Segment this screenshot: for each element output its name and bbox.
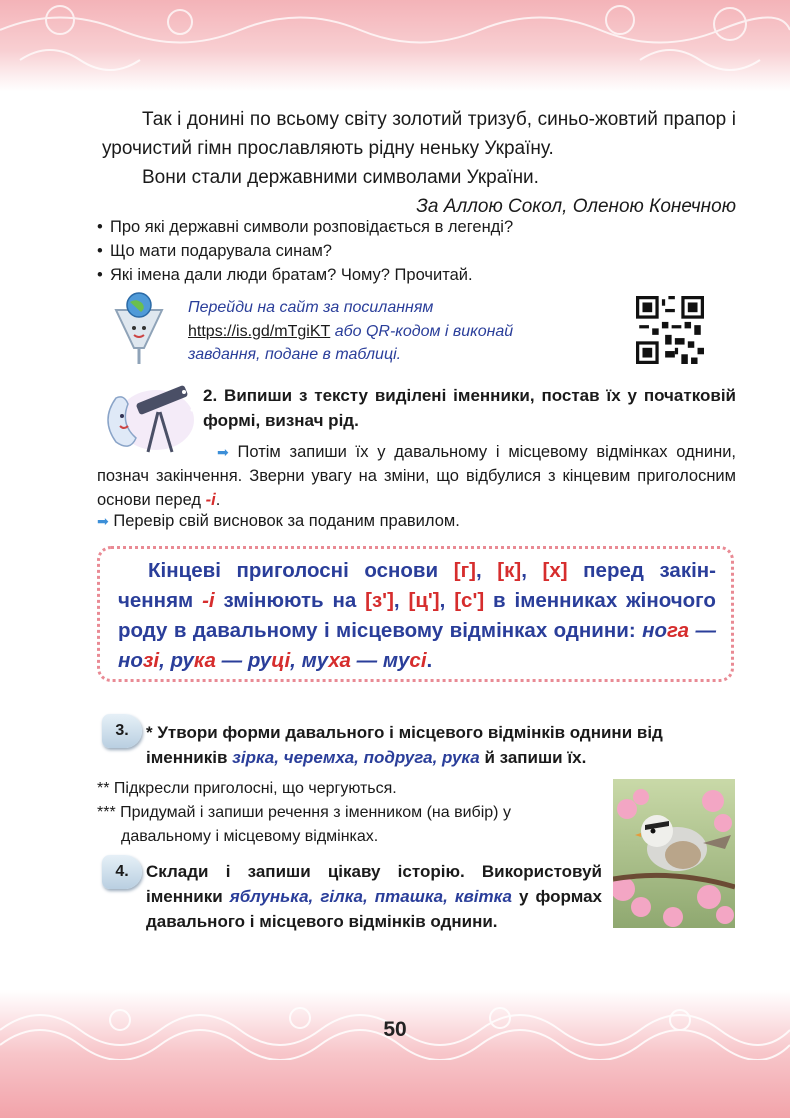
arrow-right-icon: ➡ — [97, 513, 109, 529]
task-link[interactable]: https://is.gd/mTgiKT — [188, 322, 331, 340]
qr-code-icon[interactable] — [636, 296, 704, 364]
exercise-3-task-3b: давальному і місцевому відмінках. — [121, 828, 379, 845]
question-item: • Які імена дали люди братам? Чому? Прочитай. — [97, 266, 473, 284]
question-item: • Що мати подарувала синам? — [97, 242, 332, 260]
bird-on-blossom-image — [613, 779, 735, 928]
exercise-3-number: 3. — [102, 714, 142, 748]
question-item: • Про які державні символи розповідається в легенді? — [97, 218, 514, 236]
story-paragraph-2: Вони стали державними символами України. — [142, 167, 539, 188]
arrow-right-icon: ➡ — [217, 444, 229, 460]
web-task-text: Перейди на сайт за посиланням https://is.gd/mTgiKT або QR-кодом і виконай завдання, подане в таблиці. — [188, 299, 514, 363]
exercise-3-task-3a: *** Придумай і запиши речення з іменником (на вибір) у — [97, 804, 511, 821]
exercise-4-number: 4. — [102, 855, 142, 889]
top-decorative-band — [0, 0, 790, 92]
exercise-3-text: * Утвори форми давального і місцевого відмінків однини від іменників зірка, черемха, подруга, рука й запиши їх. — [146, 723, 663, 767]
globe-funnel-icon — [108, 290, 170, 368]
rule-text: Кінцеві приголосні основи [г], [к], [х] перед закін-ченням -і змінюють на [з'], [ц'], [с'] в іменниках жіночого роду в давальному і місцевому відмінках однини: нога — нозі, рука — руці, муха — мусі. — [118, 559, 716, 672]
exercise-2-check: ➡ Перевір свій висновок за поданим правилом. — [97, 512, 460, 530]
exercise-2-instructions: ➡ Потім запиши їх у давальному і місцевому відмінках однини, познач закінчення. Зверни увагу на зміни, що відбулися з кінцевим приголосним основи перед -і. — [97, 443, 736, 509]
exercise-2-title: 2. Випиши з тексту виділені іменники, постав їх у початковій формі, визнач рід. — [203, 386, 736, 430]
lace-ornament-top — [0, 0, 790, 92]
exercise-4-text: Склади і запиши цікаву історію. Використовуй іменники яблунька, гілка, пташка, квітка у формах давального і місцевого відмінків однини. — [146, 862, 602, 931]
story-author: За Аллою Сокол, Оленою Конечною — [416, 196, 736, 217]
story-paragraph-1: Так і донині по всьому світу золотий тризуб, синьо-жовтий прапор і урочистий гімн прославляють рідну неньку Україну. — [102, 109, 736, 159]
exercise-3-task-2: ** Підкресли приголосні, що чергуються. — [97, 780, 397, 797]
page-number: 50 — [383, 1018, 407, 1041]
bottom-decorative-band — [0, 990, 790, 1118]
